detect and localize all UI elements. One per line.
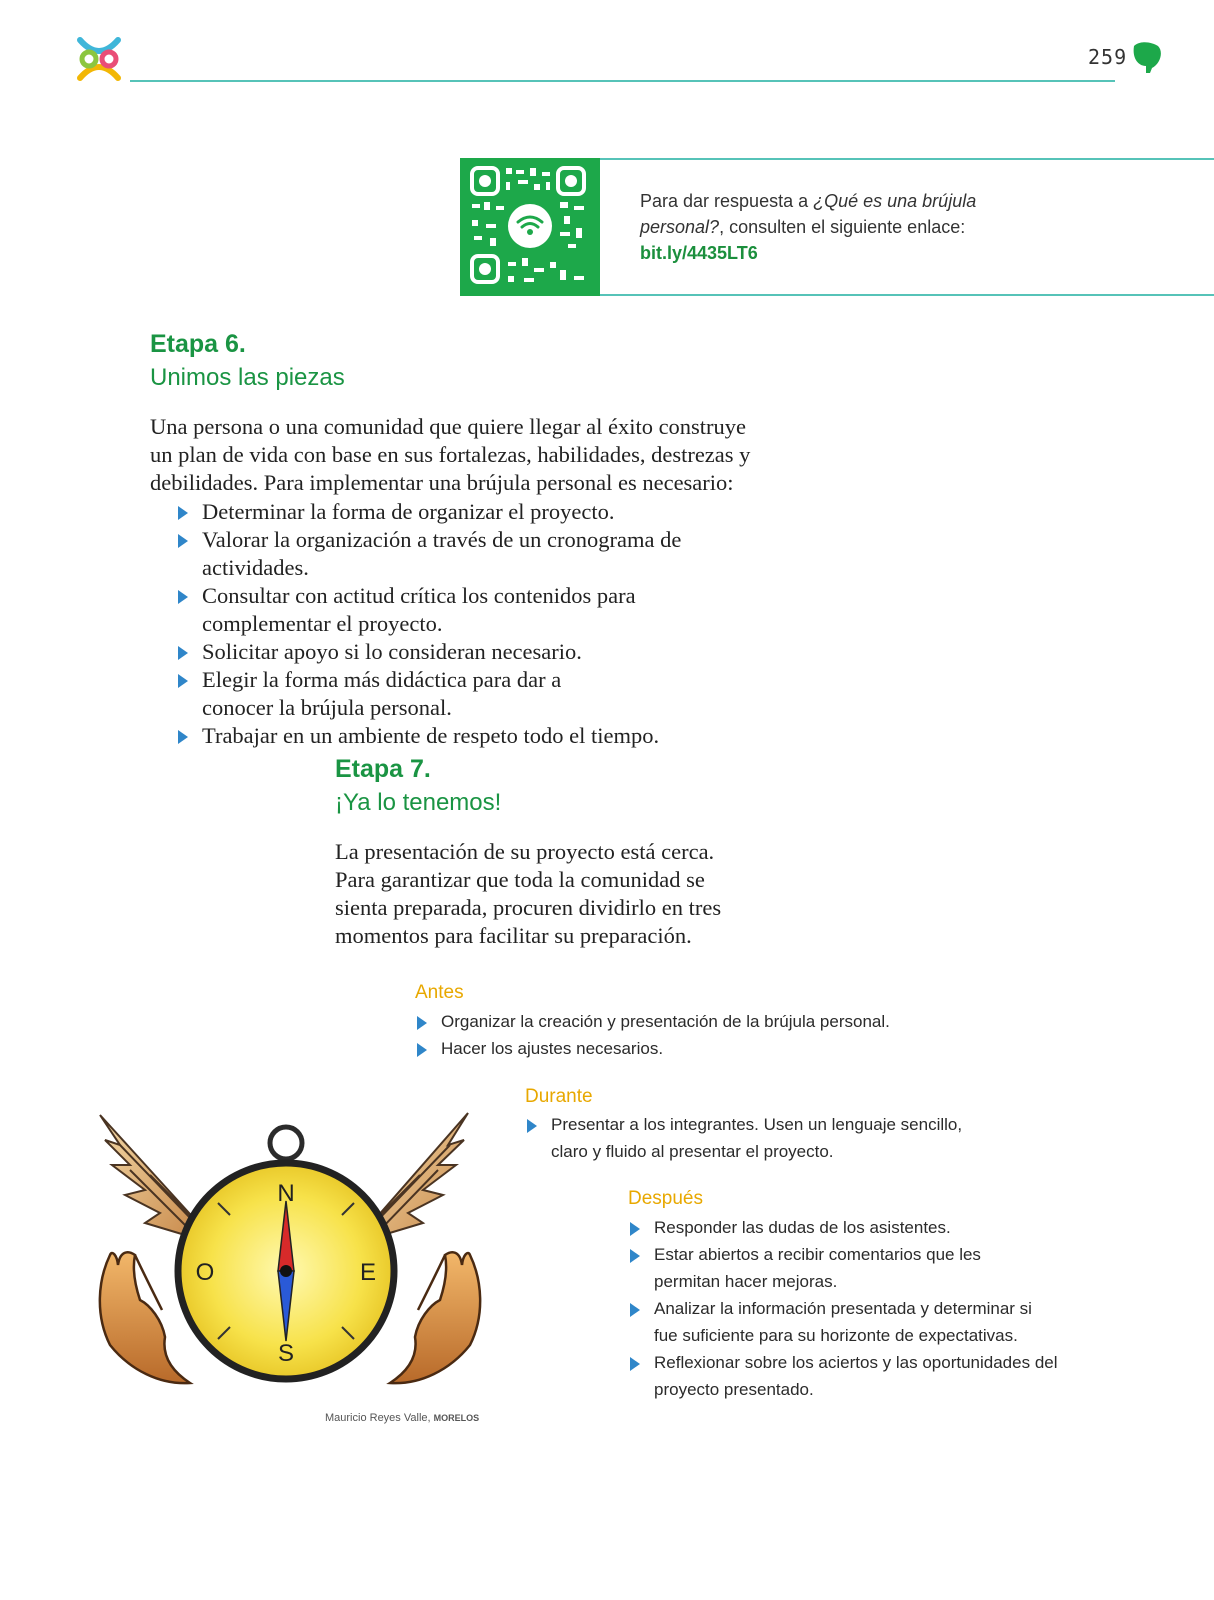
durante-list bbox=[525, 1111, 985, 1165]
winged-compass-illustration bbox=[90, 1105, 490, 1405]
list-item bbox=[176, 498, 756, 526]
despues-list bbox=[628, 1214, 1058, 1403]
list-item bbox=[176, 722, 756, 750]
triangle-bullet-icon bbox=[630, 1249, 640, 1263]
compass-label-o: O bbox=[195, 1259, 215, 1286]
qr-text-after: , consulten el siguiente enlace: bbox=[719, 217, 966, 237]
list-item-text: Valorar la organización a través de un cronograma de actividades. bbox=[202, 527, 682, 580]
triangle-bullet-icon bbox=[417, 1043, 427, 1057]
despues-heading: Después bbox=[628, 1188, 703, 1209]
right-wing-icon bbox=[370, 1113, 468, 1235]
list-item-text: Trabajar en un ambiente de respeto todo el tiempo. bbox=[202, 723, 660, 748]
list-item-text: Presentar a los integrantes. Usen un lenguaje sencillo, claro y fluido al presentar el proyecto. bbox=[551, 1115, 963, 1161]
list-item-text: Consultar con actitud crítica los contenidos para complementar el proyecto. bbox=[202, 583, 636, 636]
triangle-bullet-icon bbox=[417, 1016, 427, 1030]
list-item bbox=[628, 1241, 1024, 1295]
triangle-bullet-icon bbox=[178, 590, 188, 604]
list-item-text: Analizar la información presentada y determinar si fue suficiente para su horizonte de expectativas. bbox=[654, 1299, 1032, 1345]
illustration-credit bbox=[325, 1412, 479, 1424]
list-item bbox=[176, 666, 632, 722]
list-item-text: Responder las dudas de los asistentes. bbox=[654, 1218, 951, 1237]
credit-state: MORELOS bbox=[433, 1413, 480, 1423]
stage7-paragraph: La presentación de su proyecto está cerca. Para garantizar que toda la comunidad se sienta preparada, procuren dividirlo en tres momentos para facilitar su preparación. bbox=[335, 839, 722, 948]
qr-text-before: Para dar respuesta a bbox=[640, 191, 814, 211]
list-item bbox=[628, 1295, 1058, 1349]
list-item bbox=[176, 582, 742, 638]
triangle-bullet-icon bbox=[630, 1222, 640, 1236]
page-number: 259 bbox=[1088, 45, 1128, 69]
list-item bbox=[525, 1111, 985, 1165]
compass-label-s: S bbox=[277, 1340, 295, 1367]
list-item bbox=[176, 526, 756, 582]
list-item-text: Organizar la creación y presentación de la brújula personal. bbox=[441, 1012, 890, 1031]
list-item-text: Elegir la forma más didáctica para dar a conocer la brújula personal. bbox=[202, 667, 562, 720]
antes-heading: Antes bbox=[415, 982, 464, 1003]
list-item-text: Estar abiertos a recibir comentarios que les permitan hacer mejoras. bbox=[654, 1245, 981, 1291]
triangle-bullet-icon bbox=[178, 534, 188, 548]
list-item bbox=[415, 1008, 975, 1035]
triangle-bullet-icon bbox=[527, 1119, 537, 1133]
list-item bbox=[176, 638, 756, 666]
list-item bbox=[628, 1349, 1058, 1403]
tree-leaf-icon bbox=[1130, 40, 1164, 74]
compass-ring-icon bbox=[270, 1127, 302, 1159]
list-item bbox=[415, 1035, 975, 1062]
triangle-bullet-icon bbox=[630, 1357, 640, 1371]
qr-panel-bottom-rule bbox=[600, 294, 1214, 296]
right-hand-icon bbox=[390, 1252, 480, 1383]
left-wing-icon bbox=[100, 1115, 200, 1235]
stage6-title: Unimos las piezas bbox=[150, 364, 345, 391]
header-rule bbox=[130, 80, 1115, 82]
list-item-text: Determinar la forma de organizar el proyecto. bbox=[202, 499, 615, 524]
stage6-list bbox=[176, 498, 756, 750]
list-item bbox=[628, 1214, 1058, 1241]
stage6-number: Etapa 6. bbox=[150, 330, 246, 358]
triangle-bullet-icon bbox=[178, 730, 188, 744]
triangle-bullet-icon bbox=[178, 674, 188, 688]
qr-instructions bbox=[640, 188, 1060, 266]
antes-list bbox=[415, 1008, 975, 1062]
list-item-text: Hacer los ajustes necesarios. bbox=[441, 1039, 664, 1058]
triangle-bullet-icon bbox=[178, 646, 188, 660]
stage7-number: Etapa 7. bbox=[335, 755, 431, 783]
qr-panel-top-rule bbox=[600, 158, 1214, 160]
qr-text-italic: ¿Qué es una brújula personal? bbox=[640, 191, 977, 237]
compass-label-n: N bbox=[277, 1180, 295, 1207]
stage6-paragraph: Una persona o una comunidad que quiere llegar al éxito construye un plan de vida con base en sus fortalezas, habilidades, destrezas y debilidades. Para implementar una brújula personal es necesario: bbox=[150, 414, 751, 495]
qr-code-box[interactable] bbox=[460, 158, 600, 296]
book-logo-icon bbox=[74, 34, 124, 84]
compass-label-e: E bbox=[359, 1259, 377, 1286]
qr-code-icon bbox=[460, 158, 600, 296]
triangle-bullet-icon bbox=[178, 506, 188, 520]
list-item-text: Reflexionar sobre los aciertos y las oportunidades del proyecto presentado. bbox=[654, 1353, 1058, 1399]
triangle-bullet-icon bbox=[630, 1303, 640, 1317]
list-item-text: Solicitar apoyo si lo consideran necesario. bbox=[202, 639, 582, 664]
qr-link[interactable]: bit.ly/4435LT6 bbox=[640, 243, 758, 263]
durante-heading: Durante bbox=[525, 1086, 593, 1107]
credit-name: Mauricio Reyes Valle, bbox=[325, 1412, 434, 1424]
stage7-title: ¡Ya lo tenemos! bbox=[335, 789, 502, 816]
